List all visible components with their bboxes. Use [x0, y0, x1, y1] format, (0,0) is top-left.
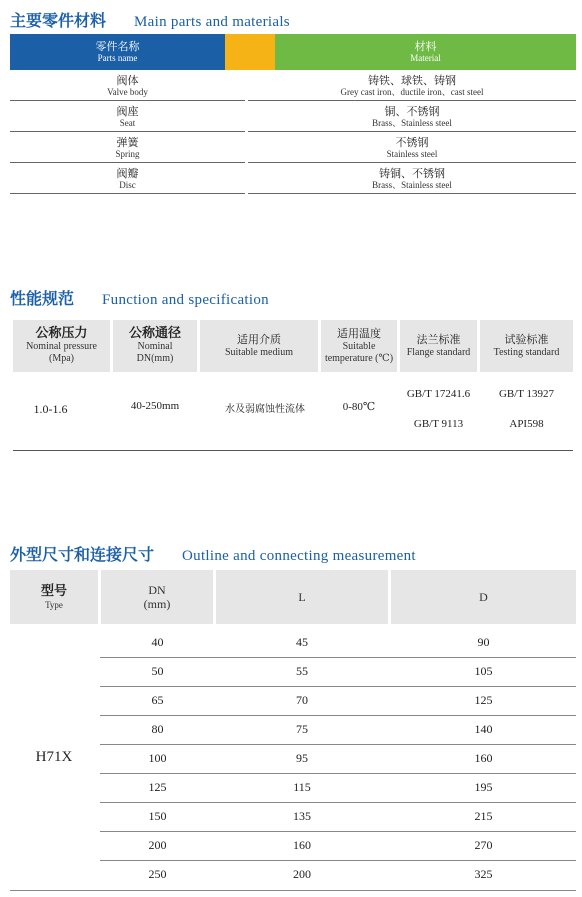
part-name-cell [10, 101, 245, 132]
spec-diameter-value: 40-250mm [130, 400, 180, 412]
spec-header-en2: (Mpa) [49, 353, 74, 364]
table-row [100, 831, 576, 861]
d-value: 270 [474, 838, 493, 852]
l-value: 70 [296, 693, 308, 707]
parts-title-cn: 主要零件材料 [10, 11, 107, 30]
spec-flange-value-1: GB/T 17241.6 [406, 388, 471, 400]
dim-header-type-cn: 型号 [40, 583, 67, 599]
spec-header-en2: temperature (℃) [324, 353, 394, 364]
part-name-cell [10, 132, 245, 163]
dn-value: 65 [151, 693, 164, 707]
spec-header-cn: 公称通径 [128, 326, 181, 341]
dim-header-d [391, 570, 576, 624]
spec-header-en: Suitable [342, 341, 376, 352]
d-value: 215 [474, 809, 493, 823]
part-name-cn: 阀瓣 [116, 166, 139, 180]
part-material-en: Brass、Stainless steel [372, 179, 452, 190]
part-material-cn: 铜、不锈钢 [384, 104, 440, 118]
spec-header-en: Testing standard [493, 347, 560, 358]
spec-testing-value-2: API598 [509, 418, 544, 430]
dim-header-d-label: D [479, 590, 488, 604]
l-value: 200 [293, 867, 311, 881]
spec-header-pressure [13, 320, 110, 372]
part-name-cell [10, 163, 245, 194]
spec-header-cn: 试验标准 [504, 333, 549, 346]
spec-pressure-value: 1.0-1.6 [33, 402, 68, 416]
dim-model-cell [10, 624, 98, 891]
header-parts-name [10, 34, 225, 70]
l-value: 160 [293, 838, 311, 852]
dim-header-l [216, 570, 388, 624]
parts-section-title [10, 8, 290, 31]
part-material-en: Grey cast iron、ductile iron、cast steel [340, 86, 484, 97]
part-material-cn: 铸铜、不锈钢 [379, 166, 445, 180]
table-row [100, 744, 576, 774]
spec-header-en: Nominal [137, 341, 173, 352]
dim-header-dn-label: DN [148, 583, 166, 597]
spec-testing-value-1: GB/T 13927 [498, 388, 555, 400]
table-row [100, 860, 576, 889]
table-row [100, 773, 576, 803]
part-name-cn: 弹簧 [116, 135, 139, 149]
d-value: 125 [474, 693, 493, 707]
dn-value: 40 [151, 635, 164, 649]
spec-header-cn: 公称压力 [35, 326, 88, 341]
d-value: 140 [474, 722, 493, 736]
table-row [10, 163, 576, 194]
dim-title-cn: 外型尺寸和连接尺寸 [10, 545, 155, 564]
dn-value: 250 [148, 867, 167, 881]
spec-header-cn: 法兰标准 [416, 333, 461, 346]
dim-header-l-label: L [298, 590, 306, 604]
l-value: 45 [296, 635, 308, 649]
part-name-cn: 阀座 [116, 104, 139, 118]
part-name-cell [10, 70, 245, 101]
dn-value: 80 [151, 722, 164, 736]
spec-medium-value: 水及弱腐蚀性流体 [225, 404, 305, 415]
spec-header-medium [200, 320, 318, 372]
spec-header-testing [480, 320, 573, 372]
spec-header-diameter [113, 320, 197, 372]
dim-title-en: Outline and connecting measurement [182, 548, 416, 564]
spec-header-cn: 适用温度 [337, 327, 381, 340]
l-value: 135 [293, 809, 311, 823]
dn-value: 100 [148, 751, 167, 765]
spec-title-cn: 性能规范 [10, 289, 75, 308]
part-name-en: Disc [119, 179, 136, 190]
spec-header-flange [400, 320, 477, 372]
dim-header-dn-unit: (mm) [143, 597, 171, 611]
spec-header-cn: 适用介质 [237, 333, 281, 346]
spec-header-temperature [321, 320, 397, 372]
l-value: 95 [296, 751, 308, 765]
dim-header-type-en: Type [45, 599, 63, 610]
d-value: 195 [474, 780, 493, 794]
header-material-en: Material [410, 53, 441, 63]
header-material [275, 34, 576, 70]
spec-header-en: Suitable medium [224, 347, 294, 358]
parts-title-en: Main parts and materials [134, 14, 290, 30]
table-row [100, 628, 576, 658]
spec-header-en: Nominal pressure [26, 341, 97, 352]
spec-title-en: Function and specification [102, 292, 269, 308]
dn-value: 150 [148, 809, 167, 823]
parts-table [10, 34, 576, 194]
table-row [100, 686, 576, 716]
table-row [100, 802, 576, 832]
dim-bottom-rule [10, 890, 576, 891]
spec-table [13, 320, 573, 452]
dn-value: 50 [151, 664, 164, 678]
dim-model: H71X [35, 749, 73, 765]
part-name-en: Seat [119, 117, 136, 128]
dn-value: 125 [148, 780, 167, 794]
table-row [10, 132, 576, 163]
part-material-en: Stainless steel [386, 148, 438, 159]
spec-temperature-value: 0-80℃ [342, 401, 376, 413]
header-parts-name-en: Parts name [97, 53, 138, 63]
part-material-cn: 不锈钢 [395, 135, 429, 149]
part-material-cell [248, 132, 576, 163]
table-row [100, 657, 576, 687]
dim-header-dn [101, 570, 213, 624]
dim-section-title [10, 542, 416, 565]
d-value: 90 [477, 635, 490, 649]
spec-header-en: Flange standard [406, 347, 471, 358]
part-name-en: Spring [115, 148, 140, 159]
d-value: 105 [474, 664, 493, 678]
part-material-cell [248, 163, 576, 194]
header-material-cn: 材料 [414, 40, 437, 53]
table-row [10, 101, 576, 132]
parts-header [10, 34, 576, 70]
header-parts-name-cn: 零件名称 [95, 40, 140, 53]
spec-section-title [10, 286, 269, 309]
d-value: 325 [474, 867, 493, 881]
spec-header-en2: DN(mm) [136, 353, 174, 364]
dn-value: 200 [148, 838, 167, 852]
part-material-cell [248, 101, 576, 132]
part-material-cn: 铸铁、球铁、铸钢 [368, 73, 456, 87]
table-row [100, 715, 576, 745]
part-material-cell [248, 70, 576, 101]
spec-bottom-rule [13, 450, 573, 451]
dim-header-type [10, 570, 98, 624]
l-value: 55 [296, 664, 308, 678]
part-name-en: Valve body [107, 86, 148, 97]
table-row [10, 70, 576, 101]
part-material-en: Brass、Stainless steel [372, 117, 452, 128]
header-yellow-band [225, 34, 275, 70]
part-name-cn: 阀体 [116, 73, 139, 87]
spec-flange-value-2: GB/T 9113 [413, 418, 464, 430]
l-value: 75 [296, 722, 308, 736]
l-value: 115 [293, 780, 311, 794]
parts-rows [10, 70, 576, 194]
d-value: 160 [474, 751, 493, 765]
